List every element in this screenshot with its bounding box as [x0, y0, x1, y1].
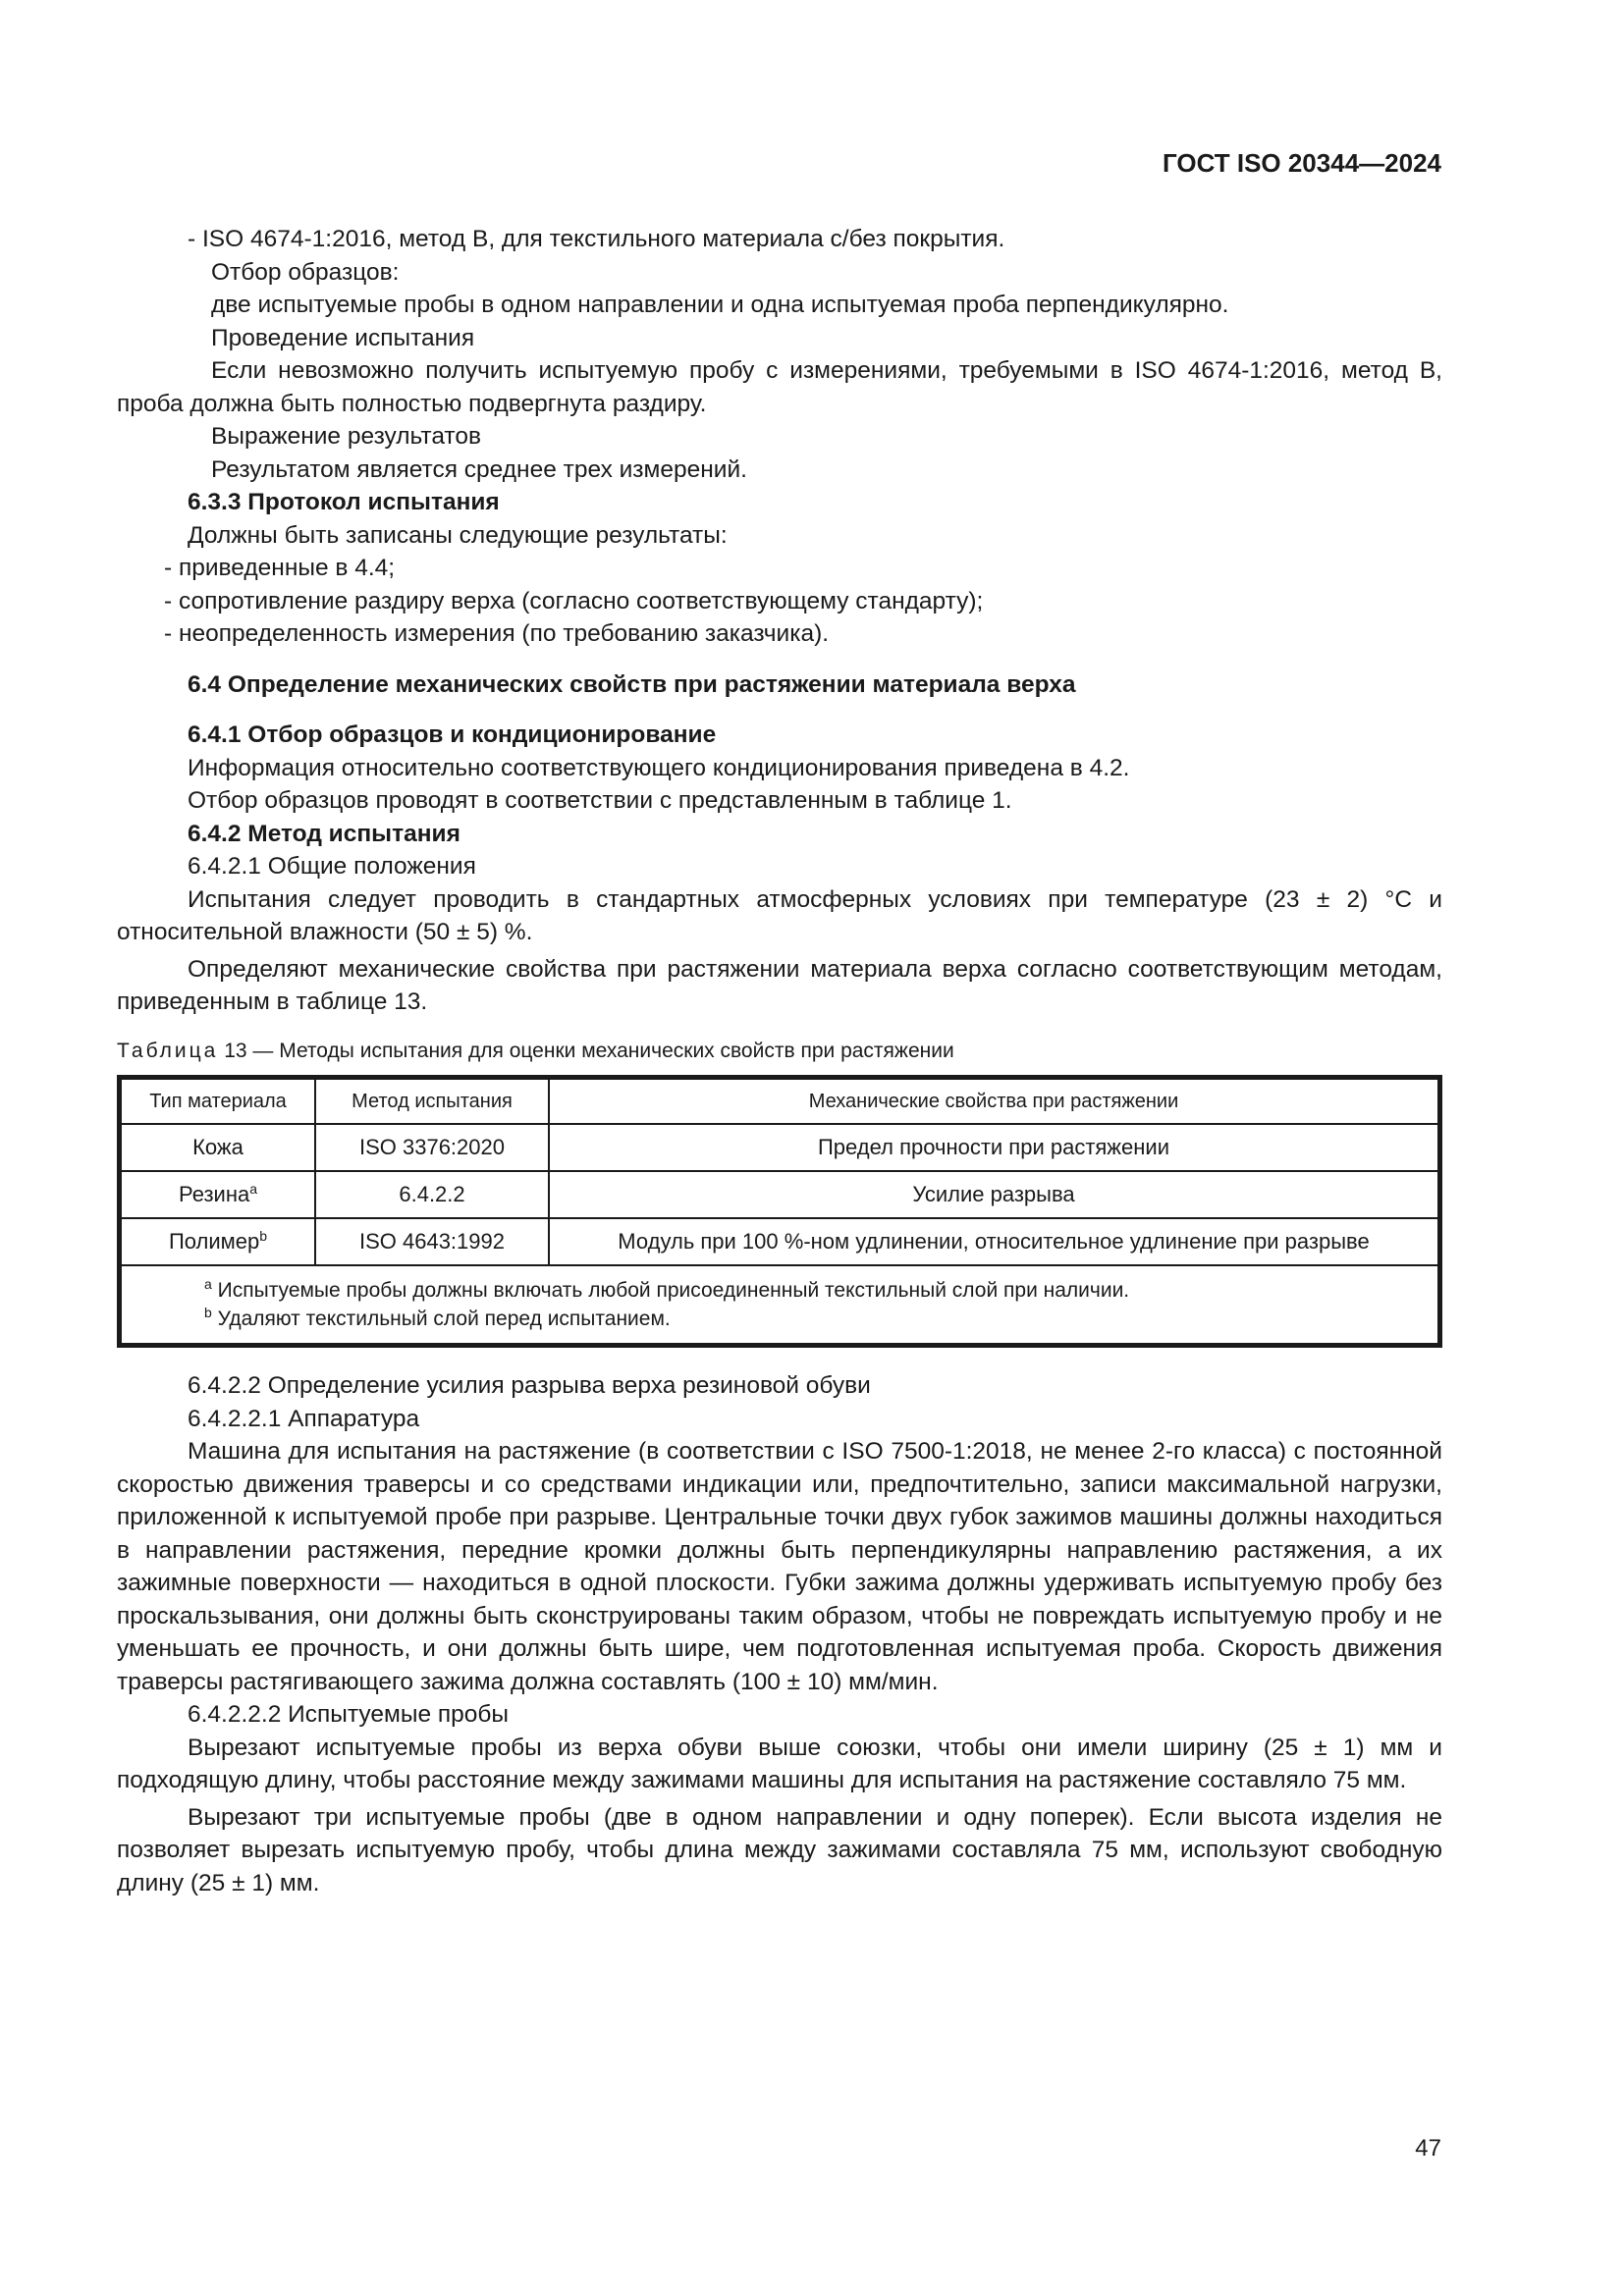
table-note: $^a$ Испытуемые пробы должны включать любой присоединенный текстильный слой при наличии. [204, 1276, 1130, 1302]
results-intro: Должны быть записаны следующие результаты: [188, 521, 728, 549]
testing-text: Если невозможно получить испытуемую пробу с измерениями, требуемыми в ISO 4674-1:2016, метод B, проба должна быть полностью подвергнута раздиру. [117, 357, 1442, 417]
sampling-ref-text: Отбор образцов проводят в соответствии с представленным в таблице 1. [188, 787, 1012, 814]
table-header-row [121, 1079, 1438, 1124]
column-header: Тип материала [121, 1079, 315, 1124]
column-header: Метод испытания [315, 1079, 549, 1124]
property-cell: Модуль при 100 %-ном удлинении, относительное удлинение при разрыве [549, 1218, 1438, 1265]
table-row [121, 1124, 1438, 1171]
method-cell: ISO 4643:1992 [315, 1218, 549, 1265]
heading-6-4: 6.4 Определение механических свойств при растяжении материала верха [188, 670, 1076, 698]
heading-6-3-3: 6.3.3 Протокол испытания [188, 489, 500, 515]
conditions-text: Испытания следует проводить в стандартных атмосферных условиях при температуре (23 ± 2) °С и относительной влажности (50 ± 5) %. [117, 885, 1442, 945]
footnote-mark: a [249, 1181, 258, 1197]
method-cell: ISO 3376:2020 [315, 1124, 549, 1171]
table-13-caption [117, 1035, 1442, 1068]
heading-6-4-2-1: 6.4.2.1 Общие положения [188, 853, 476, 880]
methods-text: Определяют механические свойства при растяжении материала верха согласно соответствующим методам, приведенным в таблице 13. [117, 955, 1442, 1015]
method-cell: 6.4.2.2 [315, 1171, 549, 1218]
table-row [121, 1218, 1438, 1265]
heading-6-4-2: 6.4.2 Метод испытания [188, 820, 460, 847]
heading-6-4-2-2-2: 6.4.2.2.2 Испытуемые пробы [188, 1701, 510, 1728]
footnote-mark: b [259, 1228, 268, 1244]
heading-6-4-1: 6.4.1 Отбор образцов и кондиционирование [188, 721, 717, 748]
conditioning-text: Информация относительно соответствующего кондиционирования приведена в 4.2. [188, 754, 1130, 781]
apparatus-text: Машина для испытания на растяжение (в соответствии с ISO 7500-1:2018, не менее 2-го класса) с постоянной скоростью движения траверсы и со средствами индикации или, предпочтительно, записи максимальной нагрузки, приложенной к испытуемой пробе при разрыве. Центральные точки двух губок зажимов машины должны находиться в направлении растяжения, передние кромки должны быть перпендикулярны направлению растяжения, а их зажимные поверхности — находиться в одной плоскости. Губки зажима должны удерживать испытуемую пробу без проскальзывания, они должны быть сконструированы таким образом, чтобы не повреждать испытуемую пробу и не уменьшать ее прочность, и они должны быть шире, чем подготовленная испытуемая проба. Скорость движения траверсы растягивающего зажима должна составлять (100 ± 10) мм/мин. [117, 1438, 1442, 1695]
document-header: ГОСТ ISO 20344—2024 [1162, 148, 1441, 178]
results-list-item: - неопределенность измерения (по требованию заказчика). [164, 620, 830, 647]
table-caption-word: Таблица [117, 1039, 219, 1062]
table-notes [121, 1265, 1438, 1344]
specimens-text-2: Вырезают три испытуемые пробы (две в одном направлении и одну поперек). Если высота изделия не позволяет вырезать испытуемую пробу, чтобы длина между зажимами составляла 75 мм, используют свободную длину (25 ± 1) мм. [117, 1803, 1442, 1896]
table-row [121, 1171, 1438, 1218]
specimens-text-1: Вырезают испытуемые пробы из верха обуви выше союзки, чтобы они имели ширину (25 ± 1) мм и подходящую длину, чтобы расстояние между зажимами машины для испытания на растяжение составляло 75 мм. [117, 1734, 1442, 1793]
material-cell: Полимер$^b$ [121, 1218, 315, 1265]
results-title: Выражение результатов [211, 423, 482, 450]
material-cell: Кожа [121, 1124, 315, 1171]
property-cell: Предел прочности при растяжении [549, 1124, 1438, 1171]
page-number: 47 [1415, 2135, 1441, 2162]
table-caption-text: 13 — Методы испытания для оценки механических свойств при растяжении [224, 1039, 954, 1062]
heading-6-4-2-2-1: 6.4.2.2.1 Аппаратура [188, 1405, 420, 1432]
results-text: Результатом является среднее трех измерений. [211, 455, 747, 483]
property-cell: Усилие разрыва [549, 1171, 1438, 1218]
results-list-item: - приведенные в 4.4; [164, 555, 396, 581]
column-header: Механические свойства при растяжении [549, 1079, 1438, 1124]
table-note: $^b$ Удаляют текстильный слой перед испытанием. [204, 1305, 671, 1330]
material-cell: Резина$^a$ [121, 1171, 315, 1218]
iso-4674-item: - ISO 4674-1:2016, метод B, для текстильного материала с/без покрытия. [188, 226, 1005, 252]
table-13 [117, 1075, 1442, 1348]
testing-title: Проведение испытания [211, 324, 475, 351]
heading-6-4-2-2: 6.4.2.2 Определение усилия разрыва верха резиновой обуви [188, 1372, 871, 1399]
sampling-text: две испытуемые пробы в одном направлении и одна испытуемая проба перпендикулярно. [211, 292, 1229, 318]
sampling-title: Отбор образцов: [211, 258, 400, 286]
table-notes-row [121, 1265, 1438, 1344]
page-content [117, 223, 1442, 1899]
results-list-item: - сопротивление раздиру верха (согласно соответствующему стандарту); [164, 587, 984, 614]
